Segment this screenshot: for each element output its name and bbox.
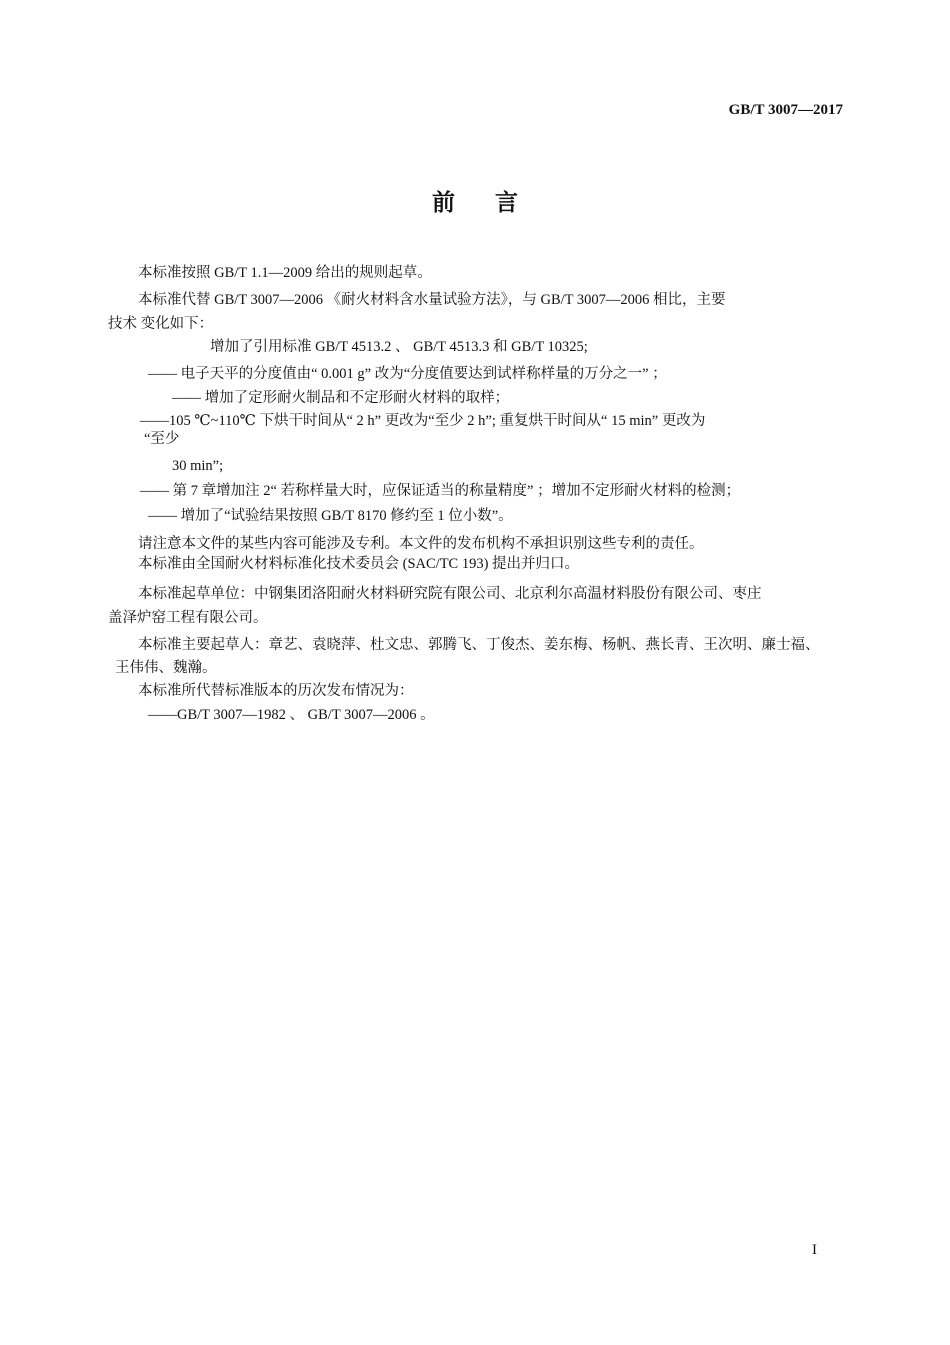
paragraph-drafting-rules: 本标准按照 GB/T 1.1—2009 给出的规则起草。 (138, 265, 432, 281)
paragraph-replaces-line1: 本标准代替 GB/T 3007—2006 《耐火材料含水量试验方法》，与 GB/T 3007—2006 相比，主要 (138, 292, 726, 308)
paragraph-patent-notice: 请注意本文件的某些内容可能涉及专利。本文件的发布机构不承担识别这些专利的责任。 (138, 536, 704, 552)
paragraph-history-intro: 本标准所代替标准版本的历次发布情况为： (138, 683, 414, 699)
change-item-3: —— 增加了定形耐火制品和不定形耐火材料的取样； (172, 390, 510, 406)
paragraph-drafting-units-line1: 本标准起草单位：中钢集团洛阳耐火材料研究院有限公司、北京利尔高温材料股份有限公司、枣庄 (138, 586, 762, 602)
change-item-1: 增加了引用标准 GB/T 4513.2 、 GB/T 4513.3 和 GB/T 10325; (210, 339, 588, 355)
standard-code-header: GB/T 3007—2017 (728, 102, 843, 118)
change-item-4-line3: 30 min”; (172, 458, 224, 474)
change-item-6: —— 增加了“试验结果按照 GB/T 8170 修约至 1 位小数”。 (148, 508, 513, 524)
paragraph-drafters-line2: 王伟伟、魏瀚。 (115, 660, 217, 676)
paragraph-history-list: ——GB/T 3007—1982 、 GB/T 3007—2006 。 (148, 707, 435, 723)
change-item-5: —— 第 7 章增加注 2“ 若称样量大时，应保证适当的称量精度” ；增加不定形耐火材料的检测； (140, 483, 741, 499)
paragraph-drafters-line1: 本标准主要起草人：章艺、袁晓萍、杜文忠、郭腾飞、丁俊杰、姜东梅、杨帆、燕长青、王次明、廉士福、 (138, 637, 820, 653)
change-item-4-line2: “至少 (144, 431, 180, 447)
change-item-2: —— 电子天平的分度值由“ 0.001 g” 改为“分度值要达到试样称样量的万分之一” ； (148, 366, 667, 382)
change-item-4-line1: ——105 ℃~110℃ 下烘干时间从“ 2 h” 更改为“至少 2 h”; 重复烘干时间从“ 15 min” 更改为 (140, 413, 706, 429)
page-title: 前言 (432, 190, 558, 216)
paragraph-drafting-units-line2: 盖泽炉窑工程有限公司。 (108, 610, 268, 626)
paragraph-committee: 本标准由全国耐火材料标准化技术委员会 (SAC/TC 193) 提出并归口。 (138, 556, 580, 572)
paragraph-replaces-line2: 技术 变化如下： (108, 316, 214, 332)
page-number: I (812, 1242, 817, 1258)
